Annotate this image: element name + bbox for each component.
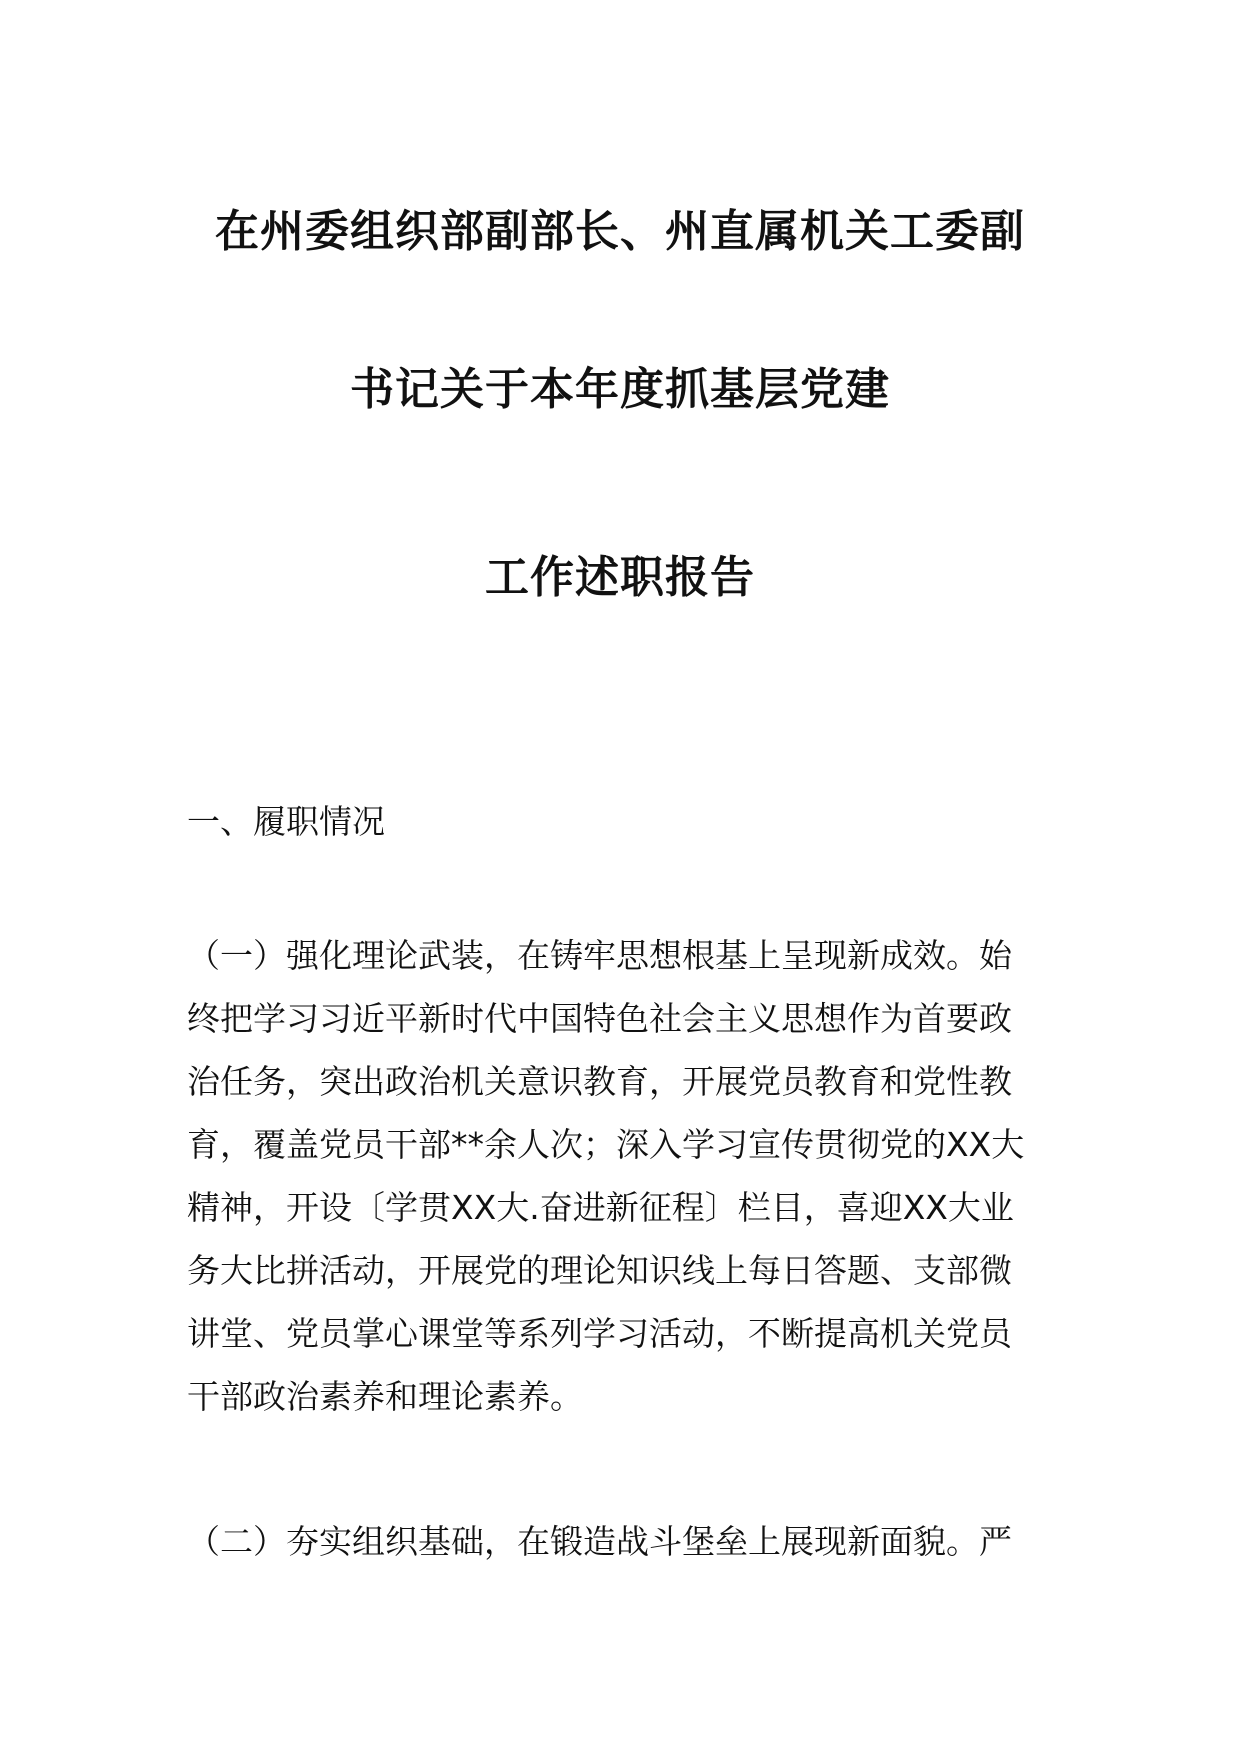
paragraph-2 — [187, 1510, 1057, 1573]
paragraph-1-line: 治任务，突出政治机关意识教育，开展党员教育和党性教 — [187, 1062, 1012, 1101]
document-title-line-1: 在州委组织部副部长、州直属机关工委副 — [215, 206, 1025, 257]
paragraph-1 — [187, 924, 1057, 1428]
paragraph-1-line: 干部政治素养和理论素养。 — [187, 1377, 583, 1416]
paragraph-1-line: 育，覆盖党员干部**余人次；深入学习宣传贯彻党的XX大 — [187, 1125, 1025, 1164]
document-title-line-3: 工作述职报告 — [485, 552, 755, 603]
paragraph-1-line: （一）强化理论武装，在铸牢思想根基上呈现新成效。始 — [187, 936, 1012, 975]
paragraph-1-line: 务大比拼活动，开展党的理论知识线上每日答题、支部微 — [187, 1251, 1012, 1290]
section-heading: 一、履职情况 — [187, 802, 385, 841]
paragraph-1-line: 终把学习习近平新时代中国特色社会主义思想作为首要政 — [187, 999, 1012, 1038]
document-title-line-2: 书记关于本年度抓基层党建 — [350, 364, 890, 415]
paragraph-1-line: 讲堂、党员掌心课堂等系列学习活动，不断提高机关党员 — [187, 1314, 1012, 1353]
paragraph-2-line: （二）夯实组织基础，在锻造战斗堡垒上展现新面貌。严 — [187, 1522, 1012, 1561]
paragraph-1-line: 精神，开设〔学贯XX大.奋进新征程〕栏目，喜迎XX大业 — [187, 1188, 1014, 1227]
